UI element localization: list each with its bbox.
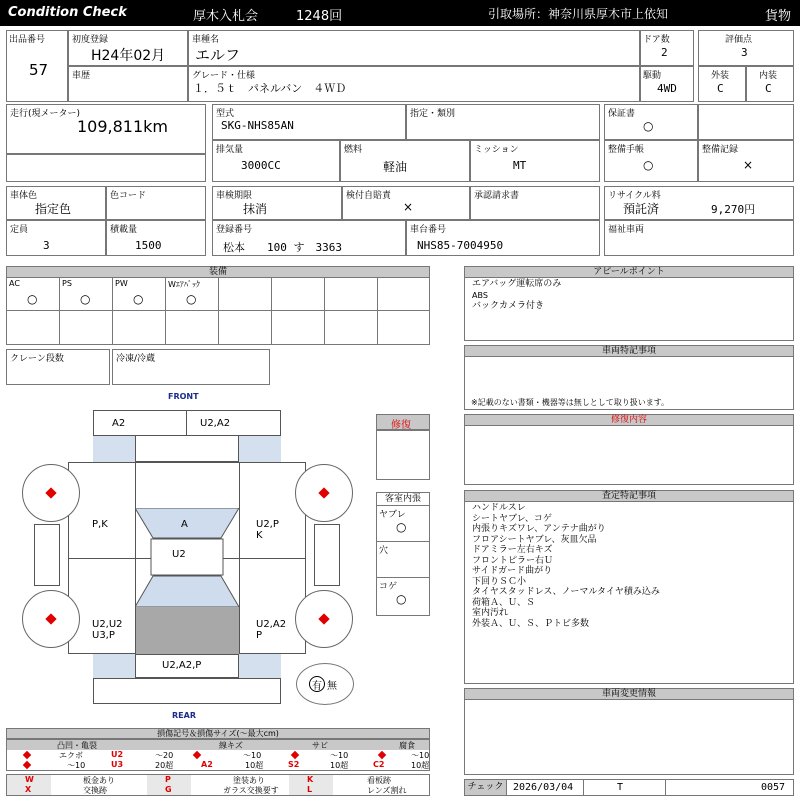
maint-book-cell — [604, 140, 698, 182]
interior-label: 内装 — [759, 71, 778, 81]
insurance-label: 検付自賠責 — [346, 191, 392, 201]
inspection-notes-panel — [464, 501, 794, 684]
freezer-cell — [112, 349, 270, 385]
legend-group: 凸凹・亀裂 — [57, 741, 97, 750]
welfare-label: 福祉車両 — [608, 225, 645, 235]
recycle-cell — [604, 186, 794, 220]
spare-yes: 有 — [312, 681, 322, 692]
load-value: 1500 — [135, 239, 162, 252]
inspection-label: 車検期限 — [216, 191, 253, 201]
car-name-label: 車種名 — [192, 35, 220, 45]
inspection-notes-list — [472, 503, 660, 629]
front-label: FRONT — [168, 392, 199, 401]
displacement-value: 3000CC — [241, 159, 281, 172]
warranty-blank-cell — [698, 104, 794, 140]
doors-label: ドア数 — [643, 35, 670, 45]
equipment-grid — [6, 277, 430, 345]
wheel-rear-right — [295, 590, 353, 648]
wheel-rear-left — [22, 590, 80, 648]
fuel-cell — [340, 140, 470, 182]
lot-no-value: 57 — [29, 61, 49, 79]
damage-center: U2 — [172, 549, 186, 560]
equipment-item: PW ○ — [112, 277, 166, 311]
equipment-item: AC ○ — [6, 277, 60, 311]
legend-group: サビ — [312, 741, 328, 750]
inspection-note: 室内汚れ — [472, 608, 509, 618]
inspection-note: 下回りＳＣ小 — [472, 576, 527, 587]
warranty-cell — [604, 104, 698, 140]
header-bar — [0, 0, 800, 26]
freezer-label: 冷凍/冷蔵 — [116, 354, 156, 364]
lot-no-label: 出品番号 — [9, 35, 46, 45]
fuel-label: 燃料 — [344, 145, 363, 155]
chassis-no-value: NHS85-7004950 — [417, 239, 504, 252]
legend-group: 線キズ — [219, 741, 243, 750]
damage-front-right: U2,A2 — [200, 418, 231, 429]
reg-no-label: 登録番号 — [216, 225, 253, 235]
mission-label: ミッション — [474, 145, 519, 155]
inspection-note: シートヤブレ、コゲ — [472, 513, 552, 524]
special-panel — [464, 356, 794, 410]
appeal-title: アピールポイント — [464, 266, 794, 278]
insurance-value: × — [403, 200, 414, 214]
interior-check-title: 客室内張 — [377, 493, 429, 506]
body-color-cell — [6, 186, 106, 220]
legend-codes: W 板金あり P 塗装あり K 看板跡 X 交換跡 G ガラス交換要す L レンズ割れ — [6, 774, 430, 796]
history-label: 車歴 — [72, 71, 91, 81]
repair-title: 修復内容 — [464, 414, 794, 426]
damage-center-top: A — [181, 519, 188, 530]
inspection-note: サイドガード曲がり — [472, 566, 553, 576]
grade-label: グレード・仕様 — [192, 71, 256, 81]
repair-badge: 修復 — [376, 414, 430, 430]
grade-cell — [188, 66, 640, 102]
inspection-note: 荷箱Ａ、Ｕ、Ｓ — [472, 597, 536, 608]
interior-value: C — [765, 82, 772, 95]
maint-record-cell — [698, 140, 794, 182]
equipment-item: Wｴｱﾊﾞｯｸ ○ — [165, 277, 219, 311]
maint-book-value: ○ — [643, 158, 654, 172]
brand-title: Condition Check — [8, 5, 127, 20]
exterior-value: C — [717, 82, 724, 95]
auction-name: 厚木入札会 — [193, 9, 259, 24]
approval-label: 承認請求書 — [474, 191, 520, 201]
fuel-value: 軽油 — [383, 160, 408, 174]
change-info-title: 車両変更情報 — [464, 688, 794, 700]
mission-cell — [470, 140, 600, 182]
capacity-label: 定員 — [10, 225, 29, 235]
session-number: 1248回 — [296, 9, 343, 24]
car-name-value: エルフ — [195, 46, 241, 64]
footer-bar — [464, 779, 794, 796]
score-value: 3 — [741, 46, 748, 59]
displacement-cell — [212, 140, 340, 182]
mileage-label: 走行(現メーター) — [10, 109, 81, 119]
model-cell — [212, 104, 406, 140]
history-cell — [68, 66, 188, 102]
insurance-cell — [342, 186, 470, 220]
legend-sizes: 凸凹・亀裂 線キズ サビ 腐食 エクボ U2 ～20 ～10 U3 20超 ～10 A2 10超 ～10 S2 10超 ～10 C2 10超 — [6, 739, 430, 771]
inspection-cell — [212, 186, 342, 220]
equipment-item: PS ○ — [59, 277, 113, 311]
warranty-label: 保証書 — [608, 109, 636, 119]
inspection-value: 抹消 — [243, 202, 268, 216]
rear-label: REAR — [172, 711, 196, 720]
color-code-cell — [106, 186, 206, 220]
inspection-note: ドアミラー左右キズ — [472, 545, 553, 555]
inspection-note: 内張りキズワレ、アンテナ曲がり — [472, 524, 606, 534]
drive-cell — [640, 66, 694, 102]
interior-cell — [746, 66, 794, 102]
model-value: SKG-NHS85AN — [221, 119, 294, 132]
first-reg-value: H24年02月 — [91, 48, 166, 64]
maint-book-label: 整備手帳 — [608, 145, 645, 155]
spare-no: 無 — [327, 681, 337, 692]
model-label: 型式 — [216, 109, 235, 119]
check-date: 2026/03/04 — [513, 782, 574, 793]
mileage-value: 109,811km — [77, 117, 169, 136]
legend-title: 損傷記号＆損傷サイズ(～最大cm) — [6, 728, 430, 739]
capacity-value: 3 — [43, 239, 50, 252]
damage-right-front: U2,P K — [256, 519, 279, 541]
interior-check-panel — [376, 492, 430, 616]
appeal-panel — [464, 277, 794, 341]
check-t: T — [617, 782, 624, 793]
mileage-cell — [6, 104, 206, 154]
first-reg-label: 初度登録 — [72, 35, 109, 45]
damage-front-left: A2 — [112, 418, 126, 429]
recycle-label: リサイクル料 — [608, 191, 661, 201]
pickup-location: 引取場所：神奈川県厚木市上依知 — [488, 7, 669, 21]
repair-badge-area — [376, 430, 430, 480]
drive-value: 4WD — [657, 82, 677, 95]
equipment-title: 装備 — [6, 266, 430, 278]
doors-value: 2 — [661, 46, 668, 59]
damage-rear: U2,A2,P — [162, 660, 202, 671]
crane-label: クレーン段数 — [10, 354, 64, 364]
interior-check-item: ヤブレ ○ — [377, 506, 429, 542]
change-info-panel — [464, 699, 794, 775]
drive-label: 駆動 — [643, 71, 662, 81]
damage-left-front: P,K — [92, 519, 108, 530]
spare-tire — [296, 663, 354, 705]
designation-cell — [406, 104, 600, 140]
designation-label: 指定・類別 — [410, 109, 456, 119]
check-label: チェック — [465, 780, 507, 795]
rear-bumper-panel — [93, 678, 281, 704]
damage-left-rear: U2,U2 U3,P — [92, 619, 123, 641]
color-code-label: 色コード — [110, 191, 147, 201]
recycle-fee: 9,270円 — [711, 203, 756, 216]
doors-cell — [640, 30, 694, 66]
approval-cell — [470, 186, 600, 220]
special-note: ※記載のない書類・機器等は無しとして取り扱います。 — [471, 398, 670, 407]
exterior-label: 外装 — [711, 71, 730, 81]
inspection-note: 外装Ａ、Ｕ、Ｓ、Ｐトビ多数 — [472, 618, 590, 629]
inspection-note: ハンドルスレ — [472, 503, 526, 513]
chassis-no-label: 車台番号 — [410, 225, 447, 235]
special-title: 車両特記事項 — [464, 345, 794, 357]
left-mirror — [34, 524, 60, 586]
inspection-note: フロアシートヤブレ、灰皿欠品 — [472, 534, 597, 545]
recycle-status: 預託済 — [623, 202, 660, 216]
maint-record-value: × — [743, 158, 754, 172]
warranty-value: ○ — [643, 119, 654, 133]
mission-value: MT — [513, 159, 527, 172]
vehicle-category: 貨物 — [765, 9, 792, 24]
lot-no-cell — [6, 30, 68, 102]
wheel-front-right — [295, 464, 353, 522]
exterior-cell — [698, 66, 746, 102]
car-diagram — [0, 388, 372, 726]
load-label: 積載量 — [110, 225, 138, 235]
maint-record-label: 整備記録 — [702, 145, 739, 155]
check-number: 0057 — [761, 782, 786, 793]
welfare-cell — [604, 220, 794, 256]
appeal-line: ABS — [472, 291, 488, 300]
repair-panel — [464, 425, 794, 485]
reg-no-value: 松本 100 す 3363 — [223, 241, 342, 254]
chassis-no-cell — [406, 220, 600, 256]
load-cell — [106, 220, 206, 256]
appeal-line: エアバッグ運転席のみ — [472, 279, 562, 289]
reg-no-cell — [212, 220, 406, 256]
appeal-line: バックカメラ付き — [472, 301, 545, 311]
right-mirror — [314, 524, 340, 586]
inspection-note: フロントピラー右Ｕ — [472, 555, 554, 566]
legend-group: 腐食 — [399, 741, 415, 750]
score-cell — [698, 30, 794, 66]
inspection-note: タイヤスタッドレス、ノーマルタイヤ積み込み — [472, 587, 660, 597]
score-label: 評価点 — [725, 35, 753, 45]
interior-check-item: コゲ ○ — [379, 582, 407, 606]
body-color-value: 指定色 — [35, 202, 72, 216]
interior-check-item: 穴 — [377, 542, 429, 578]
first-reg-cell — [68, 30, 188, 66]
car-name-cell — [188, 30, 640, 66]
inspection-notes-title: 査定特記事項 — [464, 490, 794, 502]
capacity-cell — [6, 220, 106, 256]
crane-cell — [6, 349, 110, 385]
displacement-label: 排気量 — [216, 145, 244, 155]
wheel-front-left — [22, 464, 80, 522]
body-color-label: 車体色 — [10, 191, 38, 201]
mileage-sub-cell — [6, 154, 206, 182]
damage-right-rear: U2,A2 P — [256, 619, 287, 641]
grade-value: １．５ｔ パネルバン ４ＷＤ — [193, 82, 347, 95]
